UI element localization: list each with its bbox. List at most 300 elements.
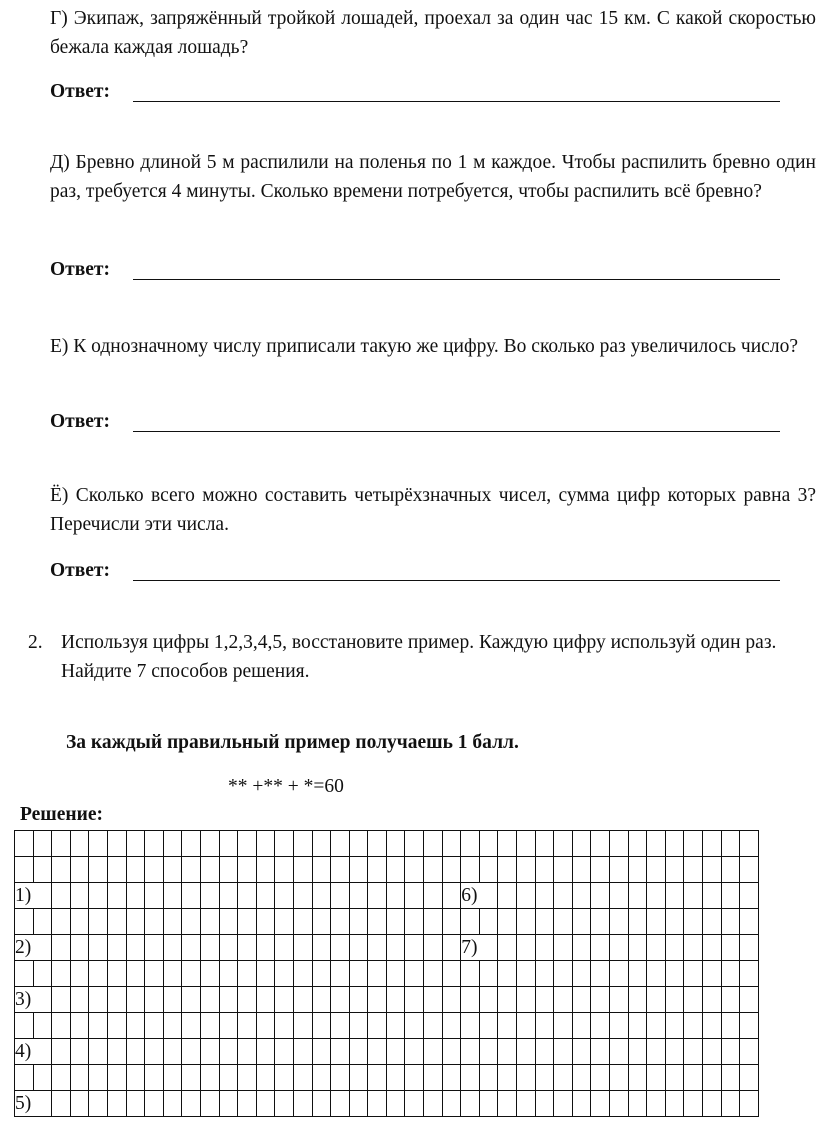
grid-cell[interactable] (424, 1039, 443, 1065)
grid-cell[interactable] (200, 1065, 219, 1091)
grid-cell[interactable] (163, 857, 182, 883)
grid-cell[interactable] (219, 987, 238, 1013)
grid-cell[interactable] (684, 987, 703, 1013)
grid-cell[interactable] (479, 1065, 498, 1091)
grid-cell[interactable] (572, 1065, 591, 1091)
grid-cell[interactable] (312, 883, 331, 909)
grid-cell[interactable] (70, 909, 89, 935)
grid-cell[interactable] (684, 961, 703, 987)
grid-cell[interactable] (126, 1013, 145, 1039)
grid-cell[interactable] (721, 961, 740, 987)
grid-cell[interactable] (293, 935, 312, 961)
grid-cell[interactable] (572, 935, 591, 961)
grid-cell[interactable] (200, 961, 219, 987)
grid-cell[interactable] (405, 1065, 424, 1091)
answer-field-yo[interactable] (50, 559, 780, 583)
grid-cell[interactable] (107, 909, 126, 935)
grid-cell[interactable] (665, 1091, 684, 1117)
grid-cell[interactable] (293, 831, 312, 857)
grid-cell[interactable] (554, 1065, 573, 1091)
grid-cell[interactable] (275, 831, 294, 857)
grid-cell[interactable] (275, 1065, 294, 1091)
grid-cell[interactable] (461, 961, 480, 987)
grid-cell[interactable] (479, 909, 498, 935)
grid-cell[interactable] (52, 831, 71, 857)
grid-cell[interactable] (33, 1013, 52, 1039)
grid-cell[interactable] (219, 883, 238, 909)
grid-cell[interactable] (52, 857, 71, 883)
grid-cell[interactable] (702, 1013, 721, 1039)
grid-cell[interactable] (572, 987, 591, 1013)
grid-cell[interactable] (517, 857, 536, 883)
grid-cell[interactable] (89, 1065, 108, 1091)
grid-cell[interactable] (386, 883, 405, 909)
grid-cell[interactable] (386, 909, 405, 935)
grid-cell[interactable] (702, 1065, 721, 1091)
grid-cell[interactable] (368, 961, 387, 987)
grid-cell[interactable] (107, 1065, 126, 1091)
grid-cell[interactable] (89, 857, 108, 883)
grid-cell[interactable] (126, 883, 145, 909)
grid-cell[interactable] (591, 1013, 610, 1039)
grid-cell[interactable] (442, 961, 461, 987)
grid-cell[interactable] (293, 857, 312, 883)
grid-cell[interactable] (275, 987, 294, 1013)
grid-cell[interactable] (424, 909, 443, 935)
grid-cell[interactable] (442, 909, 461, 935)
grid-cell[interactable] (517, 909, 536, 935)
grid-cell[interactable] (405, 1039, 424, 1065)
grid-cell[interactable] (591, 1065, 610, 1091)
grid-cell[interactable] (293, 1065, 312, 1091)
grid-cell[interactable] (145, 883, 164, 909)
grid-cell[interactable] (163, 831, 182, 857)
grid-cell[interactable] (275, 935, 294, 961)
grid-cell[interactable] (535, 857, 554, 883)
grid-cell[interactable] (442, 935, 461, 961)
grid-cell[interactable] (665, 1013, 684, 1039)
grid-cell[interactable] (517, 1065, 536, 1091)
grid-cell[interactable] (368, 857, 387, 883)
grid-cell[interactable] (479, 831, 498, 857)
grid-cell[interactable] (461, 909, 480, 935)
grid-cell[interactable] (517, 935, 536, 961)
grid-item-label[interactable]: 7) (461, 935, 498, 961)
grid-cell[interactable] (554, 1039, 573, 1065)
grid-cell[interactable] (293, 1091, 312, 1117)
grid-item-label[interactable]: 5) (15, 1091, 52, 1117)
grid-cell[interactable] (145, 961, 164, 987)
grid-cell[interactable] (331, 1013, 350, 1039)
grid-cell[interactable] (610, 1065, 629, 1091)
grid-cell[interactable] (572, 1013, 591, 1039)
grid-cell[interactable] (145, 987, 164, 1013)
grid-cell[interactable] (517, 1039, 536, 1065)
grid-cell[interactable] (498, 1091, 517, 1117)
grid-cell[interactable] (684, 831, 703, 857)
grid-cell[interactable] (610, 883, 629, 909)
grid-cell[interactable] (498, 1039, 517, 1065)
grid-cell[interactable] (665, 1065, 684, 1091)
grid-cell[interactable] (256, 935, 275, 961)
grid-cell[interactable] (126, 831, 145, 857)
grid-cell[interactable] (498, 987, 517, 1013)
grid-cell[interactable] (405, 935, 424, 961)
grid-cell[interactable] (554, 1091, 573, 1117)
grid-cell[interactable] (554, 831, 573, 857)
grid-cell[interactable] (238, 1013, 257, 1039)
grid-cell[interactable] (647, 935, 666, 961)
grid-cell[interactable] (721, 831, 740, 857)
grid-cell[interactable] (498, 883, 517, 909)
grid-cell[interactable] (200, 883, 219, 909)
grid-cell[interactable] (740, 1039, 759, 1065)
grid-cell[interactable] (349, 935, 368, 961)
grid-cell[interactable] (219, 961, 238, 987)
grid-cell[interactable] (442, 831, 461, 857)
grid-cell[interactable] (517, 1091, 536, 1117)
grid-cell[interactable] (461, 1039, 480, 1065)
grid-cell[interactable] (89, 1091, 108, 1117)
grid-cell[interactable] (628, 961, 647, 987)
grid-cell[interactable] (70, 1091, 89, 1117)
grid-cell[interactable] (52, 935, 71, 961)
grid-cell[interactable] (740, 1091, 759, 1117)
grid-cell[interactable] (126, 1065, 145, 1091)
grid-cell[interactable] (126, 1039, 145, 1065)
grid-cell[interactable] (386, 961, 405, 987)
grid-cell[interactable] (89, 935, 108, 961)
grid-cell[interactable] (256, 857, 275, 883)
grid-cell[interactable] (256, 1039, 275, 1065)
grid-cell[interactable] (684, 935, 703, 961)
grid-cell[interactable] (89, 1013, 108, 1039)
grid-cell[interactable] (331, 1091, 350, 1117)
grid-cell[interactable] (424, 961, 443, 987)
grid-cell[interactable] (33, 831, 52, 857)
grid-cell[interactable] (107, 1039, 126, 1065)
grid-cell[interactable] (684, 1065, 703, 1091)
grid-cell[interactable] (52, 1039, 71, 1065)
grid-cell[interactable] (33, 1065, 52, 1091)
grid-cell[interactable] (256, 987, 275, 1013)
grid-cell[interactable] (386, 935, 405, 961)
grid-cell[interactable] (610, 987, 629, 1013)
grid-item-label[interactable]: 6) (461, 883, 498, 909)
grid-item-label[interactable]: 2) (15, 935, 52, 961)
grid-cell[interactable] (275, 909, 294, 935)
grid-cell[interactable] (368, 987, 387, 1013)
grid-cell[interactable] (70, 857, 89, 883)
grid-cell[interactable] (535, 909, 554, 935)
grid-cell[interactable] (684, 1039, 703, 1065)
grid-cell[interactable] (535, 987, 554, 1013)
grid-cell[interactable] (126, 961, 145, 987)
grid-cell[interactable] (52, 1013, 71, 1039)
grid-cell[interactable] (182, 1091, 201, 1117)
grid-cell[interactable] (405, 961, 424, 987)
grid-cell[interactable] (238, 1039, 257, 1065)
grid-cell[interactable] (349, 1091, 368, 1117)
grid-cell[interactable] (107, 831, 126, 857)
grid-cell[interactable] (461, 1065, 480, 1091)
grid-cell[interactable] (386, 1039, 405, 1065)
grid-cell[interactable] (293, 883, 312, 909)
grid-cell[interactable] (442, 857, 461, 883)
grid-cell[interactable] (15, 831, 34, 857)
grid-cell[interactable] (647, 961, 666, 987)
grid-cell[interactable] (368, 1091, 387, 1117)
grid-cell[interactable] (740, 1013, 759, 1039)
grid-cell[interactable] (572, 961, 591, 987)
grid-cell[interactable] (52, 883, 71, 909)
grid-cell[interactable] (591, 987, 610, 1013)
grid-cell[interactable] (517, 883, 536, 909)
grid-cell[interactable] (498, 831, 517, 857)
grid-cell[interactable] (702, 1039, 721, 1065)
grid-cell[interactable] (70, 1013, 89, 1039)
grid-cell[interactable] (535, 883, 554, 909)
grid-cell[interactable] (610, 1013, 629, 1039)
grid-cell[interactable] (721, 857, 740, 883)
grid-cell[interactable] (256, 883, 275, 909)
grid-cell[interactable] (405, 857, 424, 883)
grid-cell[interactable] (535, 935, 554, 961)
grid-cell[interactable] (219, 831, 238, 857)
grid-cell[interactable] (386, 857, 405, 883)
grid-cell[interactable] (479, 1091, 498, 1117)
grid-cell[interactable] (145, 909, 164, 935)
grid-cell[interactable] (684, 909, 703, 935)
grid-cell[interactable] (182, 831, 201, 857)
grid-cell[interactable] (331, 1065, 350, 1091)
grid-cell[interactable] (554, 1013, 573, 1039)
grid-cell[interactable] (591, 961, 610, 987)
grid-cell[interactable] (702, 935, 721, 961)
grid-cell[interactable] (126, 987, 145, 1013)
grid-cell[interactable] (312, 831, 331, 857)
grid-cell[interactable] (535, 1091, 554, 1117)
grid-cell[interactable] (219, 1091, 238, 1117)
grid-cell[interactable] (52, 1091, 71, 1117)
grid-cell[interactable] (163, 1091, 182, 1117)
grid-cell[interactable] (610, 935, 629, 961)
grid-cell[interactable] (200, 831, 219, 857)
grid-cell[interactable] (70, 1065, 89, 1091)
grid-cell[interactable] (628, 1065, 647, 1091)
grid-cell[interactable] (479, 1013, 498, 1039)
grid-cell[interactable] (647, 1091, 666, 1117)
grid-cell[interactable] (145, 1039, 164, 1065)
grid-cell[interactable] (740, 961, 759, 987)
grid-cell[interactable] (126, 1091, 145, 1117)
grid-cell[interactable] (442, 1091, 461, 1117)
grid-cell[interactable] (331, 987, 350, 1013)
grid-cell[interactable] (52, 909, 71, 935)
grid-cell[interactable] (107, 961, 126, 987)
grid-cell[interactable] (665, 831, 684, 857)
grid-cell[interactable] (70, 831, 89, 857)
grid-cell[interactable] (368, 935, 387, 961)
grid-cell[interactable] (702, 987, 721, 1013)
grid-cell[interactable] (33, 909, 52, 935)
grid-cell[interactable] (405, 1091, 424, 1117)
grid-cell[interactable] (275, 1039, 294, 1065)
grid-cell[interactable] (275, 1013, 294, 1039)
grid-cell[interactable] (535, 1013, 554, 1039)
grid-cell[interactable] (498, 1065, 517, 1091)
grid-cell[interactable] (386, 1091, 405, 1117)
grid-cell[interactable] (479, 987, 498, 1013)
grid-cell[interactable] (52, 961, 71, 987)
grid-cell[interactable] (15, 1065, 34, 1091)
grid-cell[interactable] (442, 1065, 461, 1091)
grid-cell[interactable] (182, 961, 201, 987)
grid-cell[interactable] (163, 961, 182, 987)
grid-cell[interactable] (275, 883, 294, 909)
grid-cell[interactable] (293, 987, 312, 1013)
grid-cell[interactable] (535, 831, 554, 857)
grid-cell[interactable] (256, 1065, 275, 1091)
grid-cell[interactable] (163, 1065, 182, 1091)
grid-cell[interactable] (145, 1091, 164, 1117)
grid-cell[interactable] (200, 1013, 219, 1039)
grid-cell[interactable] (591, 857, 610, 883)
grid-cell[interactable] (554, 987, 573, 1013)
grid-cell[interactable] (405, 1013, 424, 1039)
grid-cell[interactable] (740, 1065, 759, 1091)
grid-cell[interactable] (498, 935, 517, 961)
grid-cell[interactable] (461, 857, 480, 883)
grid-cell[interactable] (517, 1013, 536, 1039)
grid-cell[interactable] (405, 909, 424, 935)
grid-cell[interactable] (591, 1091, 610, 1117)
grid-cell[interactable] (52, 1065, 71, 1091)
grid-cell[interactable] (702, 1091, 721, 1117)
grid-cell[interactable] (145, 857, 164, 883)
grid-cell[interactable] (275, 857, 294, 883)
grid-cell[interactable] (163, 909, 182, 935)
grid-cell[interactable] (572, 1091, 591, 1117)
grid-table[interactable] (14, 830, 759, 1117)
grid-cell[interactable] (386, 1065, 405, 1091)
grid-cell[interactable] (219, 935, 238, 961)
grid-cell[interactable] (70, 935, 89, 961)
grid-cell[interactable] (498, 909, 517, 935)
grid-cell[interactable] (721, 1091, 740, 1117)
grid-cell[interactable] (163, 1013, 182, 1039)
grid-cell[interactable] (182, 1065, 201, 1091)
grid-cell[interactable] (591, 831, 610, 857)
grid-cell[interactable] (702, 857, 721, 883)
grid-cell[interactable] (610, 1039, 629, 1065)
grid-cell[interactable] (684, 1091, 703, 1117)
grid-cell[interactable] (591, 883, 610, 909)
grid-cell[interactable] (461, 1013, 480, 1039)
grid-cell[interactable] (15, 909, 34, 935)
grid-cell[interactable] (331, 909, 350, 935)
grid-cell[interactable] (89, 961, 108, 987)
grid-cell[interactable] (721, 1013, 740, 1039)
grid-cell[interactable] (145, 1065, 164, 1091)
grid-cell[interactable] (647, 1013, 666, 1039)
grid-cell[interactable] (293, 1039, 312, 1065)
grid-cell[interactable] (368, 831, 387, 857)
grid-cell[interactable] (107, 883, 126, 909)
grid-cell[interactable] (591, 1039, 610, 1065)
grid-cell[interactable] (349, 1039, 368, 1065)
grid-cell[interactable] (238, 961, 257, 987)
grid-cell[interactable] (163, 1039, 182, 1065)
grid-cell[interactable] (424, 935, 443, 961)
grid-cell[interactable] (628, 1091, 647, 1117)
grid-cell[interactable] (70, 883, 89, 909)
grid-cell[interactable] (200, 935, 219, 961)
grid-cell[interactable] (89, 883, 108, 909)
grid-cell[interactable] (293, 909, 312, 935)
grid-cell[interactable] (182, 1013, 201, 1039)
grid-cell[interactable] (349, 1065, 368, 1091)
grid-cell[interactable] (312, 1065, 331, 1091)
grid-cell[interactable] (424, 1013, 443, 1039)
grid-cell[interactable] (535, 1039, 554, 1065)
grid-cell[interactable] (15, 857, 34, 883)
grid-cell[interactable] (665, 961, 684, 987)
grid-cell[interactable] (256, 1013, 275, 1039)
grid-cell[interactable] (368, 883, 387, 909)
grid-cell[interactable] (628, 1013, 647, 1039)
grid-cell[interactable] (107, 857, 126, 883)
grid-cell[interactable] (126, 935, 145, 961)
grid-cell[interactable] (182, 1039, 201, 1065)
grid-cell[interactable] (349, 857, 368, 883)
grid-cell[interactable] (145, 1013, 164, 1039)
grid-cell[interactable] (442, 1039, 461, 1065)
grid-cell[interactable] (702, 831, 721, 857)
grid-cell[interactable] (702, 909, 721, 935)
grid-cell[interactable] (331, 883, 350, 909)
grid-cell[interactable] (200, 909, 219, 935)
grid-cell[interactable] (331, 857, 350, 883)
grid-cell[interactable] (610, 1091, 629, 1117)
grid-cell[interactable] (182, 935, 201, 961)
grid-cell[interactable] (665, 857, 684, 883)
grid-cell[interactable] (312, 1013, 331, 1039)
grid-cell[interactable] (368, 1013, 387, 1039)
grid-cell[interactable] (405, 987, 424, 1013)
grid-cell[interactable] (461, 831, 480, 857)
grid-cell[interactable] (238, 1091, 257, 1117)
grid-cell[interactable] (126, 857, 145, 883)
grid-cell[interactable] (163, 987, 182, 1013)
grid-cell[interactable] (721, 1065, 740, 1091)
grid-cell[interactable] (312, 935, 331, 961)
grid-cell[interactable] (331, 961, 350, 987)
grid-item-label[interactable]: 1) (15, 883, 52, 909)
grid-cell[interactable] (70, 987, 89, 1013)
grid-cell[interactable] (219, 1065, 238, 1091)
grid-cell[interactable] (182, 857, 201, 883)
grid-cell[interactable] (610, 961, 629, 987)
grid-cell[interactable] (256, 909, 275, 935)
grid-cell[interactable] (647, 909, 666, 935)
grid-cell[interactable] (591, 909, 610, 935)
grid-cell[interactable] (517, 961, 536, 987)
grid-cell[interactable] (70, 961, 89, 987)
grid-cell[interactable] (163, 935, 182, 961)
grid-cell[interactable] (740, 883, 759, 909)
grid-cell[interactable] (15, 961, 34, 987)
